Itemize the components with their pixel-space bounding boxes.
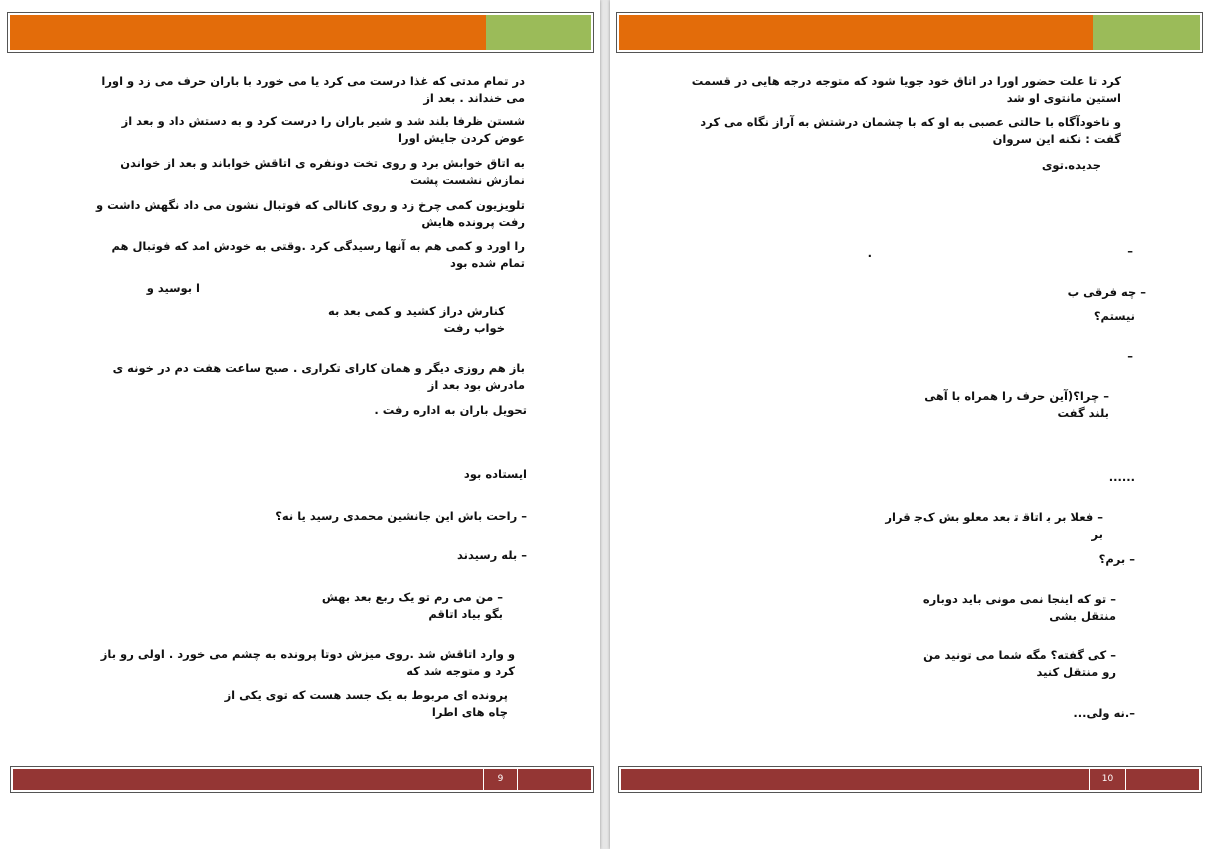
text-line: و وارد اتاقش شد .روی میزش دوتا پرونده به چشم می خورد . اولی رو باز کرد و متوجه شد که xyxy=(100,647,515,678)
page-footer-bar xyxy=(618,766,1202,793)
text-line: تحویل باران به اداره رفت . xyxy=(374,403,527,417)
text-line: کرد تا علت حضور اورا در اتاق خود جویا شود که متوجه درجه هایی در قسمت استین مانتوی او شد xyxy=(691,74,1121,105)
page-header-bar xyxy=(616,12,1203,53)
page-9 xyxy=(0,0,600,849)
page-header-bar xyxy=(7,12,594,53)
page-number: 9 xyxy=(484,769,517,790)
text-line: تلویزیون کمی چرخ زد و روی کانالی که فوتبال نشون می داد نگهش داشت و رفت پرونده هایش xyxy=(95,198,525,229)
text-line: . xyxy=(867,246,872,260)
text-line: به اتاق خوابش برد و روی تخت دونفره ی اتاقش خواباند و بعد از خواندن نمازش نشست پشت xyxy=(120,156,525,187)
text-line: را اورد و کمی هم به آنها رسیدگی کرد .وقتی به خودش امد که فوتبال هم تمام شده بود xyxy=(111,239,525,270)
text-line: ...... xyxy=(1108,470,1135,484)
page-10 xyxy=(610,0,1209,849)
text-line: – برم؟ xyxy=(1098,552,1135,566)
text-line: – xyxy=(1127,349,1133,363)
text-line: ا بوسید و xyxy=(146,281,200,295)
footer-red-block xyxy=(518,769,591,790)
text-line: – کی گفته؟ مگه شما می تونید من رو منتقل کنید xyxy=(923,648,1116,679)
text-line: و ناخودآگاه با حالتی عصبی به او که با چشمان درشتش به آراز نگاه می کرد گفت : نکنه این سروان xyxy=(700,115,1121,146)
header-green-block xyxy=(486,15,591,50)
text-line: کنارش دراز کشید و کمی بعد به خواب رفت xyxy=(328,304,505,335)
text-line: پرونده ای مربوط به یک جسد هست که توی یکی از چاه های اطرا xyxy=(224,688,508,719)
header-green-block xyxy=(1093,15,1200,50)
text-line: – بله رسیدند xyxy=(457,548,527,562)
footer-red-block xyxy=(13,769,483,790)
text-line: جدیده.توی xyxy=(1041,158,1101,172)
header-orange-block xyxy=(10,15,486,50)
text-line: نیستم؟ xyxy=(1093,309,1135,323)
page-footer-bar xyxy=(10,766,594,793)
page-number: 10 xyxy=(1090,769,1125,790)
text-line: ایستاده بود xyxy=(463,467,527,481)
text-line: – xyxy=(1127,244,1133,258)
text-line: – چه فرقی ب xyxy=(1067,285,1146,299)
footer-red-block xyxy=(1126,769,1199,790)
text-line: – تو که اینجا نمی مونی باید دوباره منتقل بشی xyxy=(922,592,1116,623)
text-line: – راحت باش این جانشین محمدی رسید یا نه؟ xyxy=(275,509,527,523)
text-line: – چرا؟(آین حرف را همراه با آهی بلند گفت xyxy=(924,389,1109,420)
text-line: – فعلا بر ﺑ اتاﻗ ﺗ بعد معلو بش کﺟ قرار بر xyxy=(885,510,1103,541)
text-line: –.نه ولی... xyxy=(1073,706,1135,720)
footer-red-block xyxy=(621,769,1089,790)
header-orange-block xyxy=(619,15,1093,50)
text-line: شستن ظرفا بلند شد و شیر باران را درست کرد و به دستش داد و بعد از عوض کردن جایش اورا xyxy=(121,114,525,145)
text-line: – من می رم تو یک ربع بعد بهش بگو بیاد اتاقم xyxy=(321,590,503,621)
text-line: در تمام مدتی که غذا درست می کرد یا می خورد با باران حرف می زد و اورا می خنداند . بعد از xyxy=(101,74,525,105)
text-line: باز هم روزی دیگر و همان کارای تکراری . صبح ساعت هفت دم در خونه ی مادرش بود بعد از xyxy=(112,361,525,392)
